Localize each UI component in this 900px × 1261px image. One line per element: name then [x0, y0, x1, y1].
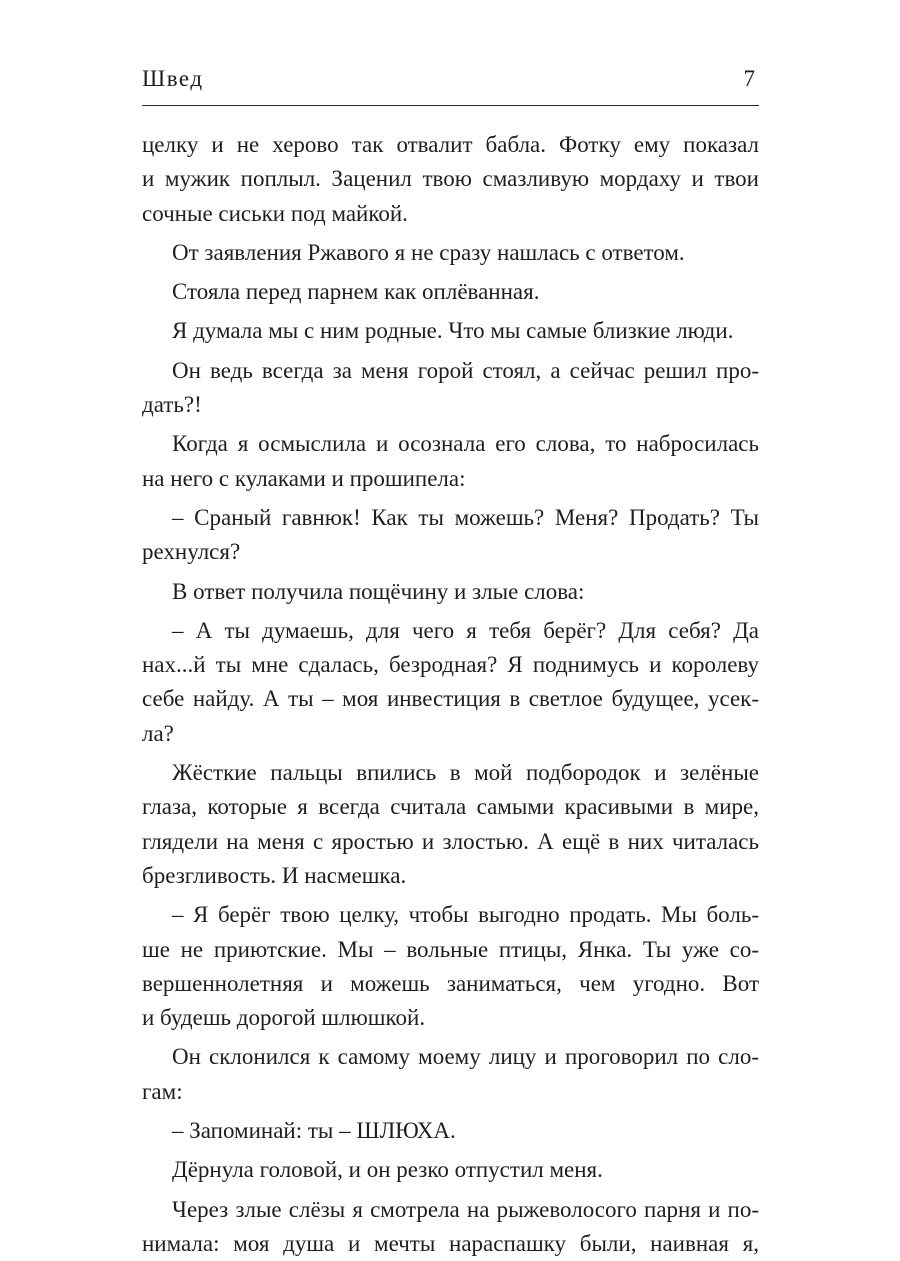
paragraph-first-line: Он ведь всегда за меня горой стоял, а сейчас решил про-	[172, 357, 759, 383]
text-line: гам:	[142, 1078, 183, 1104]
text-line: целку и не херово так отвалит бабла. Фотку ему показал	[142, 132, 759, 157]
text-line: нимала: моя душа и мечты нараспашку были, наивная я,	[142, 1230, 759, 1256]
text-line: ше не приютские. Мы – вольные птицы, Янка. Ты уже со-	[142, 936, 759, 962]
text-line: себе найду. А ты – моя инвестиция в светлое будущее, усек-	[142, 686, 759, 712]
dialogue-line: – А ты думаешь, для чего я тебя берёг? Для себя? Да	[172, 617, 759, 643]
paragraph-first-line: Через злые слёзы я смотрела на рыжеволосого парня и по-	[172, 1196, 759, 1222]
text-line: ла?	[142, 720, 174, 746]
paragraph-first-line: От заявления Ржавого я не сразу нашлась с ответом.	[172, 239, 685, 265]
text-line: сочные сиськи под майкой.	[142, 200, 408, 226]
dialogue-line: – Запоминай: ты – ШЛЮХА.	[172, 1118, 456, 1144]
paragraph-first-line: В ответ получила пощёчину и злые слова:	[172, 578, 585, 604]
text-line: глаза, которые я всегда считала самыми красивыми в мире,	[142, 794, 759, 820]
text-line: дать?!	[142, 392, 202, 418]
page-number: 7	[743, 66, 755, 91]
text-line: вершеннолетняя и можешь заниматься, чем угодно. Вот	[142, 970, 759, 996]
paragraph-first-line: Стояла перед парнем как оплёванная.	[172, 279, 540, 305]
text-line: глядели на меня с яростью и злостью. А ещё в них читалась	[142, 828, 759, 854]
text-line: рехнулся?	[142, 539, 241, 565]
dialogue-line: – Сраный гавнюк! Как ты можешь? Меня? Продать? Ты	[172, 504, 759, 530]
text-line: нах...й ты мне сдалась, безродная? Я поднимусь и королеву	[142, 652, 759, 678]
page-header	[142, 66, 759, 106]
paragraph-first-line: Когда я осмыслила и осознала его слова, то набросилась	[172, 431, 759, 457]
text-line: и будешь дорогой шлюшкой.	[142, 1005, 426, 1031]
header-rule	[142, 105, 759, 106]
paragraph-first-line: Он склонился к самому моему лицу и проговорил по сло-	[172, 1044, 759, 1070]
running-title: Швед	[142, 66, 204, 91]
text-line: и мужик поплыл. Заценил твою смазливую мордаху и твои	[142, 166, 759, 192]
paragraph-first-line: Дёрнула головой, и он резко отпустил меня.	[172, 1157, 603, 1183]
text-line: на него с кулаками и прошипела:	[142, 465, 466, 491]
body-text	[142, 128, 759, 1261]
paragraph-first-line: Я думала мы с ним родные. Что мы самые близкие люди.	[172, 318, 734, 344]
text-line: брезгливость. И насмешка.	[142, 862, 407, 888]
paragraph-first-line: Жёсткие пальцы впились в мой подбородок и зелёные	[172, 760, 759, 786]
dialogue-line: – Я берёг твою целку, чтобы выгодно продать. Мы боль-	[172, 902, 759, 928]
